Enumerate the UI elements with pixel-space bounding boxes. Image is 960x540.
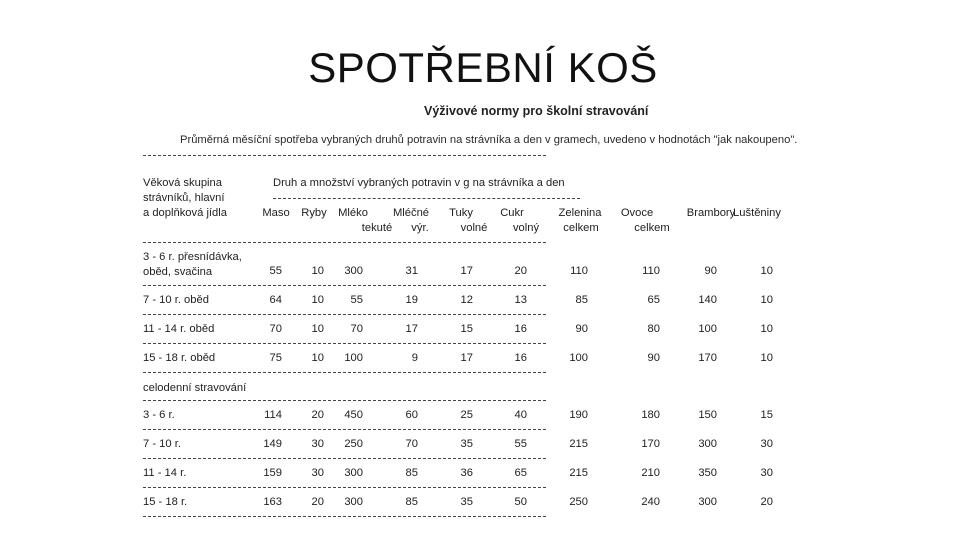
- column-header: Ryby: [301, 207, 327, 219]
- table-cell: 16: [514, 352, 527, 364]
- row-rule: [143, 285, 546, 286]
- table-cell: 450: [344, 409, 363, 421]
- column-subheader: celkem: [634, 222, 670, 234]
- table-cell: 10: [760, 294, 773, 306]
- table-cell: 300: [698, 496, 717, 508]
- table-cell: 210: [641, 467, 660, 479]
- table-cell: 250: [344, 438, 363, 450]
- table-cell: 40: [514, 409, 527, 421]
- table-cell: 30: [760, 467, 773, 479]
- table-cell: 10: [311, 352, 324, 364]
- column-header: Zelenina: [558, 207, 602, 219]
- document-subtitle: Průměrná měsíční spotřeba vybraných druhů potravin na strávníka a den v gramech, uvedeno v hodnotách "jak nakoupeno".: [180, 134, 798, 146]
- table-cell: 65: [647, 294, 660, 306]
- header-rule: [143, 155, 546, 156]
- table-cell: 180: [641, 409, 660, 421]
- column-subheader: celkem: [563, 222, 599, 234]
- table-cell: 215: [569, 438, 588, 450]
- table-cell: 159: [263, 467, 282, 479]
- row-label: 7 - 10 r. oběd: [143, 294, 209, 306]
- table-cell: 17: [405, 323, 418, 335]
- row-label: 15 - 18 r.: [143, 496, 188, 508]
- table-cell: 300: [698, 438, 717, 450]
- column-header: Luštěniny: [733, 207, 781, 219]
- table-cell: 170: [698, 352, 717, 364]
- row-rule: [143, 487, 546, 488]
- table-cell: 190: [569, 409, 588, 421]
- row-label: 3 - 6 r. přesnídávka,: [143, 251, 242, 263]
- table-cell: 17: [460, 265, 473, 277]
- table-cell: 10: [760, 323, 773, 335]
- table-cell: 85: [575, 294, 588, 306]
- column-subheader: výr.: [411, 222, 429, 234]
- table-cell: 149: [263, 438, 282, 450]
- table-cell: 70: [350, 323, 363, 335]
- column-header: Mléko: [338, 207, 368, 219]
- foods-header: Druh a množství vybraných potravin v g na strávníka a den: [273, 177, 565, 189]
- column-header: Ovoce: [620, 207, 654, 219]
- table-cell: 75: [269, 352, 282, 364]
- row-label: 11 - 14 r.: [143, 467, 187, 479]
- table-cell: 350: [698, 467, 717, 479]
- row-label: 15 - 18 r. oběd: [143, 352, 216, 364]
- column-subheader: volné: [460, 222, 488, 234]
- column-subheader: tekuté: [361, 222, 393, 234]
- slide-title: SPOTŘEBNÍ KOŠ: [308, 44, 658, 91]
- row-rule: [143, 400, 546, 401]
- table-cell: 90: [704, 265, 717, 277]
- document-heading: Výživové normy pro školní stravování: [424, 104, 649, 118]
- table-cell: 300: [344, 496, 363, 508]
- table-cell: 55: [514, 438, 527, 450]
- table-cell: 300: [344, 467, 363, 479]
- table-cell: 30: [311, 438, 324, 450]
- group-header-line: Věková skupina: [143, 177, 222, 189]
- column-header: Cukr: [500, 207, 524, 219]
- table-cell: 150: [698, 409, 717, 421]
- table-cell: 163: [263, 496, 282, 508]
- row-rule: [143, 343, 546, 344]
- row-rule: [143, 516, 546, 517]
- row-rule: [143, 429, 546, 430]
- table-cell: 31: [405, 265, 418, 277]
- table-cell: 110: [570, 265, 588, 277]
- table-cell: 100: [569, 352, 588, 364]
- table-cell: 20: [311, 496, 324, 508]
- table-cell: 19: [405, 294, 418, 306]
- row-label: oběd, svačina: [143, 266, 213, 278]
- table-cell: 170: [641, 438, 660, 450]
- table-cell: 300: [344, 265, 363, 277]
- foods-header-rule: [273, 198, 580, 199]
- row-rule: [143, 314, 546, 315]
- table-cell: 12: [460, 294, 473, 306]
- table-cell: 10: [311, 265, 324, 277]
- table-cell: 215: [569, 467, 588, 479]
- table-cell: 20: [514, 265, 527, 277]
- table-cell: 15: [460, 323, 473, 335]
- table-cell: 9: [411, 352, 418, 364]
- row-rule: [143, 372, 546, 373]
- table-cell: 114: [264, 409, 282, 421]
- table-cell: 16: [514, 323, 527, 335]
- column-header: Maso: [262, 207, 290, 219]
- table-cell: 55: [269, 265, 282, 277]
- section-label: celodenní stravování: [143, 382, 247, 394]
- table-cell: 70: [405, 438, 418, 450]
- table-cell: 10: [760, 265, 773, 277]
- table-cell: 85: [405, 467, 418, 479]
- table-cell: 10: [311, 294, 324, 306]
- table-cell: 30: [760, 438, 773, 450]
- group-header-line: strávníků, hlavní: [143, 192, 225, 204]
- table-cell: 250: [569, 496, 588, 508]
- group-header-line: a doplňková jídla: [143, 207, 227, 219]
- column-header: Tuky: [449, 207, 473, 219]
- table-cell: 90: [647, 352, 660, 364]
- table-cell: 80: [647, 323, 660, 335]
- table-cell: 15: [760, 409, 773, 421]
- table-cell: 240: [641, 496, 660, 508]
- row-label: 7 - 10 r.: [143, 438, 181, 450]
- column-subheader: volný: [512, 222, 540, 234]
- table-cell: 17: [460, 352, 473, 364]
- table-cell: 20: [311, 409, 324, 421]
- table-cell: 100: [698, 323, 717, 335]
- table-cell: 25: [460, 409, 473, 421]
- row-label: 3 - 6 r.: [143, 409, 175, 421]
- table-cell: 35: [460, 438, 473, 450]
- row-rule: [143, 458, 546, 459]
- table-cell: 90: [575, 323, 588, 335]
- table-cell: 140: [698, 294, 717, 306]
- table-cell: 10: [760, 352, 773, 364]
- table-cell: 30: [311, 467, 324, 479]
- table-cell: 20: [760, 496, 773, 508]
- table-cell: 100: [344, 352, 363, 364]
- table-cell: 50: [514, 496, 527, 508]
- table-cell: 13: [514, 294, 527, 306]
- table-cell: 55: [350, 294, 363, 306]
- table-cell: 35: [460, 496, 473, 508]
- table-cell: 10: [311, 323, 324, 335]
- table-cell: 70: [269, 323, 282, 335]
- column-header: Brambory: [686, 207, 736, 219]
- table-cell: 64: [269, 294, 282, 306]
- table-cell: 36: [460, 467, 473, 479]
- table-cell: 65: [514, 467, 527, 479]
- row-label: 11 - 14 r. oběd: [143, 323, 215, 335]
- table-cell: 60: [405, 409, 418, 421]
- header-bottom-rule: [143, 242, 546, 243]
- table-cell: 85: [405, 496, 418, 508]
- table-cell: 110: [642, 265, 660, 277]
- column-header: Mléčné: [392, 207, 430, 219]
